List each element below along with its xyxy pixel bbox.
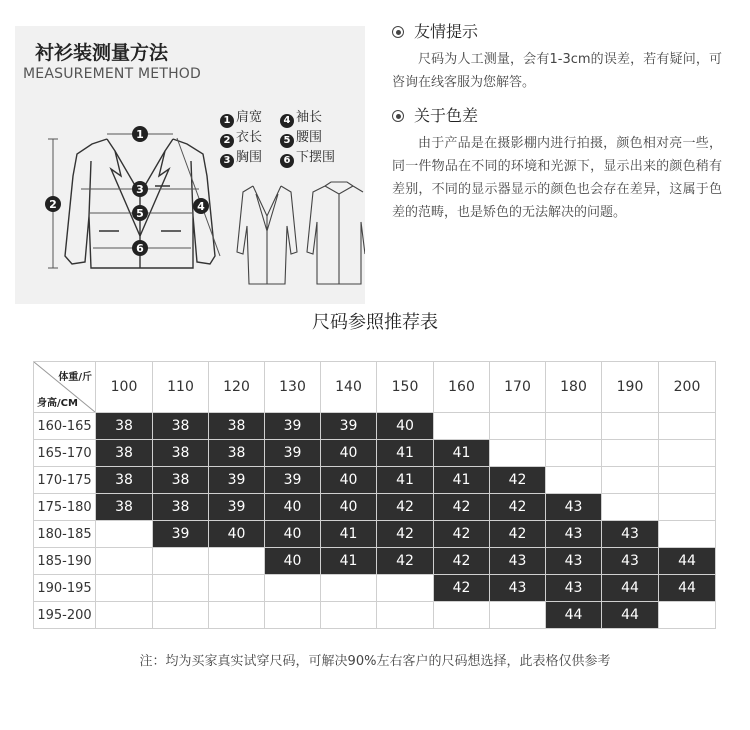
size-cell xyxy=(96,521,153,548)
size-cell: 40 xyxy=(321,467,377,494)
legend-label: 袖长 xyxy=(296,110,323,125)
size-cell: 42 xyxy=(377,521,434,548)
footnote: 注：均为买家真实试穿尺码，可解决90%左右客户的尺码想选择，此表格仅供参考 xyxy=(139,654,611,669)
size-cell: 40 xyxy=(265,521,321,548)
table-row xyxy=(34,548,716,575)
weight-header-cell: 100 xyxy=(96,362,153,413)
height-range-cell: 170-175 xyxy=(34,467,96,494)
height-range-cell: 175-180 xyxy=(34,494,96,521)
size-cell xyxy=(265,575,321,602)
size-cell: 40 xyxy=(265,548,321,575)
size-cell xyxy=(153,575,209,602)
size-cell xyxy=(434,413,490,440)
size-cell xyxy=(321,575,377,602)
table-row xyxy=(34,575,716,602)
table-row xyxy=(34,494,716,521)
size-cell: 41 xyxy=(434,467,490,494)
shirt-sketch-icon xyxy=(307,182,365,284)
size-cell xyxy=(209,602,265,629)
weight-header-cell: 130 xyxy=(265,362,321,413)
legend-item xyxy=(220,108,280,128)
weight-header-cell: 140 xyxy=(321,362,377,413)
tip-heading-color xyxy=(392,104,722,128)
table-row xyxy=(34,467,716,494)
size-table-title: 尺码参照推荐表 xyxy=(312,312,438,333)
legend-item xyxy=(280,128,340,148)
measurement-title: 衬衫装测量方法 xyxy=(35,42,169,64)
marker-5-icon xyxy=(132,205,148,221)
bullet-icon xyxy=(392,26,404,38)
size-cell: 42 xyxy=(490,521,546,548)
legend-label: 下摆围 xyxy=(296,150,336,165)
weight-axis-label: 体重/斤 xyxy=(58,372,92,383)
measurement-legend xyxy=(220,108,370,168)
legend-item xyxy=(220,148,280,168)
legend-number-icon: 2 xyxy=(220,134,234,148)
legend-item xyxy=(280,148,340,168)
tip-heading-text: 关于色差 xyxy=(414,106,479,125)
size-cell xyxy=(153,548,209,575)
size-cell: 42 xyxy=(434,494,490,521)
size-cell xyxy=(490,413,546,440)
size-cell: 42 xyxy=(434,548,490,575)
size-cell xyxy=(659,440,716,467)
size-cell: 43 xyxy=(602,548,659,575)
size-cell: 43 xyxy=(490,575,546,602)
tips-section xyxy=(392,20,722,224)
size-cell: 41 xyxy=(377,440,434,467)
measure-markers xyxy=(45,126,209,256)
measurement-subtitle: MEASUREMENT METHOD xyxy=(23,66,202,82)
svg-text:5: 5 xyxy=(136,207,144,220)
size-cell: 43 xyxy=(546,494,602,521)
size-cell: 38 xyxy=(96,413,153,440)
size-cell: 41 xyxy=(434,440,490,467)
size-cell xyxy=(602,413,659,440)
size-cell: 38 xyxy=(96,494,153,521)
size-cell: 40 xyxy=(265,494,321,521)
size-cell: 39 xyxy=(153,521,209,548)
svg-text:4: 4 xyxy=(197,200,205,213)
size-cell: 42 xyxy=(434,575,490,602)
size-cell xyxy=(602,494,659,521)
size-cell: 42 xyxy=(377,494,434,521)
legend-label: 肩宽 xyxy=(236,110,263,125)
marker-1-icon xyxy=(132,126,148,142)
legend-number-icon: 5 xyxy=(280,134,294,148)
weight-header-cell: 110 xyxy=(153,362,209,413)
weight-header-cell: 120 xyxy=(209,362,265,413)
size-cell: 42 xyxy=(490,494,546,521)
size-cell xyxy=(546,413,602,440)
tip-body-color: 由于产品是在摄影棚内进行拍摄，颜色相对亮一些，同一件物品在不同的环境和光源下，显示出来的颜色稍有差别，不同的显示器显示的颜色也会存在差异，这属于色差的范畴，也是矫色的无法解决的问题。 xyxy=(392,136,722,220)
height-range-cell: 165-170 xyxy=(34,440,96,467)
size-cell: 43 xyxy=(546,521,602,548)
legend-label: 腰围 xyxy=(296,130,323,145)
size-cell: 41 xyxy=(321,548,377,575)
size-cell: 44 xyxy=(659,548,716,575)
size-cell xyxy=(96,602,153,629)
marker-4-icon xyxy=(193,198,209,214)
tip-body-friendly: 尺码为人工测量，会有1-3cm的误差，若有疑问，可咨询在线客服为您解答。 xyxy=(392,52,722,90)
table-row xyxy=(34,413,716,440)
size-cell: 42 xyxy=(490,467,546,494)
size-cell xyxy=(209,575,265,602)
size-cell xyxy=(546,467,602,494)
size-cell xyxy=(377,602,434,629)
size-cell: 43 xyxy=(602,521,659,548)
size-cell xyxy=(659,602,716,629)
size-cell xyxy=(659,494,716,521)
size-cell xyxy=(659,521,716,548)
weight-header-cell: 180 xyxy=(546,362,602,413)
size-cell: 38 xyxy=(153,494,209,521)
jacket-sketch-icon xyxy=(237,186,297,284)
size-cell xyxy=(321,602,377,629)
size-cell: 44 xyxy=(659,575,716,602)
weight-header-cell: 200 xyxy=(659,362,716,413)
weight-header-cell: 190 xyxy=(602,362,659,413)
legend-item xyxy=(280,108,340,128)
size-cell: 39 xyxy=(265,413,321,440)
svg-text:3: 3 xyxy=(136,183,144,196)
size-cell: 44 xyxy=(602,575,659,602)
height-range-cell: 180-185 xyxy=(34,521,96,548)
size-cell: 40 xyxy=(377,413,434,440)
size-cell: 38 xyxy=(209,440,265,467)
height-range-cell: 160-165 xyxy=(34,413,96,440)
size-cell: 38 xyxy=(96,467,153,494)
legend-label: 衣长 xyxy=(236,130,263,145)
size-cell xyxy=(546,440,602,467)
size-cell xyxy=(490,602,546,629)
size-cell: 38 xyxy=(209,413,265,440)
table-row xyxy=(34,440,716,467)
table-row xyxy=(34,602,716,629)
size-cell: 42 xyxy=(377,548,434,575)
size-cell xyxy=(209,548,265,575)
measurement-panel xyxy=(15,26,365,304)
legend-number-icon: 6 xyxy=(280,154,294,168)
size-cell xyxy=(265,602,321,629)
size-cell xyxy=(377,575,434,602)
size-cell: 44 xyxy=(546,602,602,629)
size-cell xyxy=(659,467,716,494)
size-cell: 38 xyxy=(153,440,209,467)
weight-header-cell: 160 xyxy=(434,362,490,413)
table-corner-cell xyxy=(34,362,96,413)
size-cell: 38 xyxy=(153,413,209,440)
size-cell xyxy=(96,548,153,575)
height-axis-label: 身高/CM xyxy=(37,398,78,409)
table-row xyxy=(34,521,716,548)
size-cell xyxy=(153,602,209,629)
tip-heading-friendly xyxy=(392,20,722,44)
size-cell: 44 xyxy=(602,602,659,629)
size-cell xyxy=(602,467,659,494)
size-table xyxy=(33,361,716,629)
table-header-row xyxy=(34,362,716,413)
size-cell xyxy=(490,440,546,467)
size-cell xyxy=(96,575,153,602)
weight-header-cell: 150 xyxy=(377,362,434,413)
legend-number-icon: 4 xyxy=(280,114,294,128)
legend-number-icon: 3 xyxy=(220,154,234,168)
marker-3-icon xyxy=(132,181,148,197)
tip-heading-text: 友情提示 xyxy=(414,22,479,41)
table-body xyxy=(34,413,716,629)
legend-item xyxy=(220,128,280,148)
size-cell xyxy=(602,440,659,467)
height-range-cell: 195-200 xyxy=(34,602,96,629)
legend-label: 胸围 xyxy=(236,150,263,165)
size-cell: 39 xyxy=(265,440,321,467)
size-cell: 39 xyxy=(265,467,321,494)
marker-2-icon xyxy=(45,196,61,212)
size-cell: 40 xyxy=(321,440,377,467)
size-cell: 43 xyxy=(546,548,602,575)
svg-text:2: 2 xyxy=(49,198,57,211)
bullet-icon xyxy=(392,110,404,122)
size-cell: 43 xyxy=(490,548,546,575)
size-cell: 41 xyxy=(321,521,377,548)
size-cell xyxy=(434,602,490,629)
size-cell: 41 xyxy=(377,467,434,494)
legend-number-icon: 1 xyxy=(220,114,234,128)
size-cell: 39 xyxy=(209,494,265,521)
size-cell xyxy=(659,413,716,440)
height-range-cell: 190-195 xyxy=(34,575,96,602)
size-cell: 39 xyxy=(209,467,265,494)
size-cell: 38 xyxy=(96,440,153,467)
height-range-cell: 185-190 xyxy=(34,548,96,575)
weight-header-cell: 170 xyxy=(490,362,546,413)
svg-text:6: 6 xyxy=(136,242,144,255)
size-cell: 38 xyxy=(153,467,209,494)
size-cell: 39 xyxy=(321,413,377,440)
marker-6-icon xyxy=(132,240,148,256)
size-cell: 40 xyxy=(321,494,377,521)
svg-text:1: 1 xyxy=(136,128,144,141)
size-cell: 40 xyxy=(209,521,265,548)
size-cell: 43 xyxy=(546,575,602,602)
size-cell: 42 xyxy=(434,521,490,548)
